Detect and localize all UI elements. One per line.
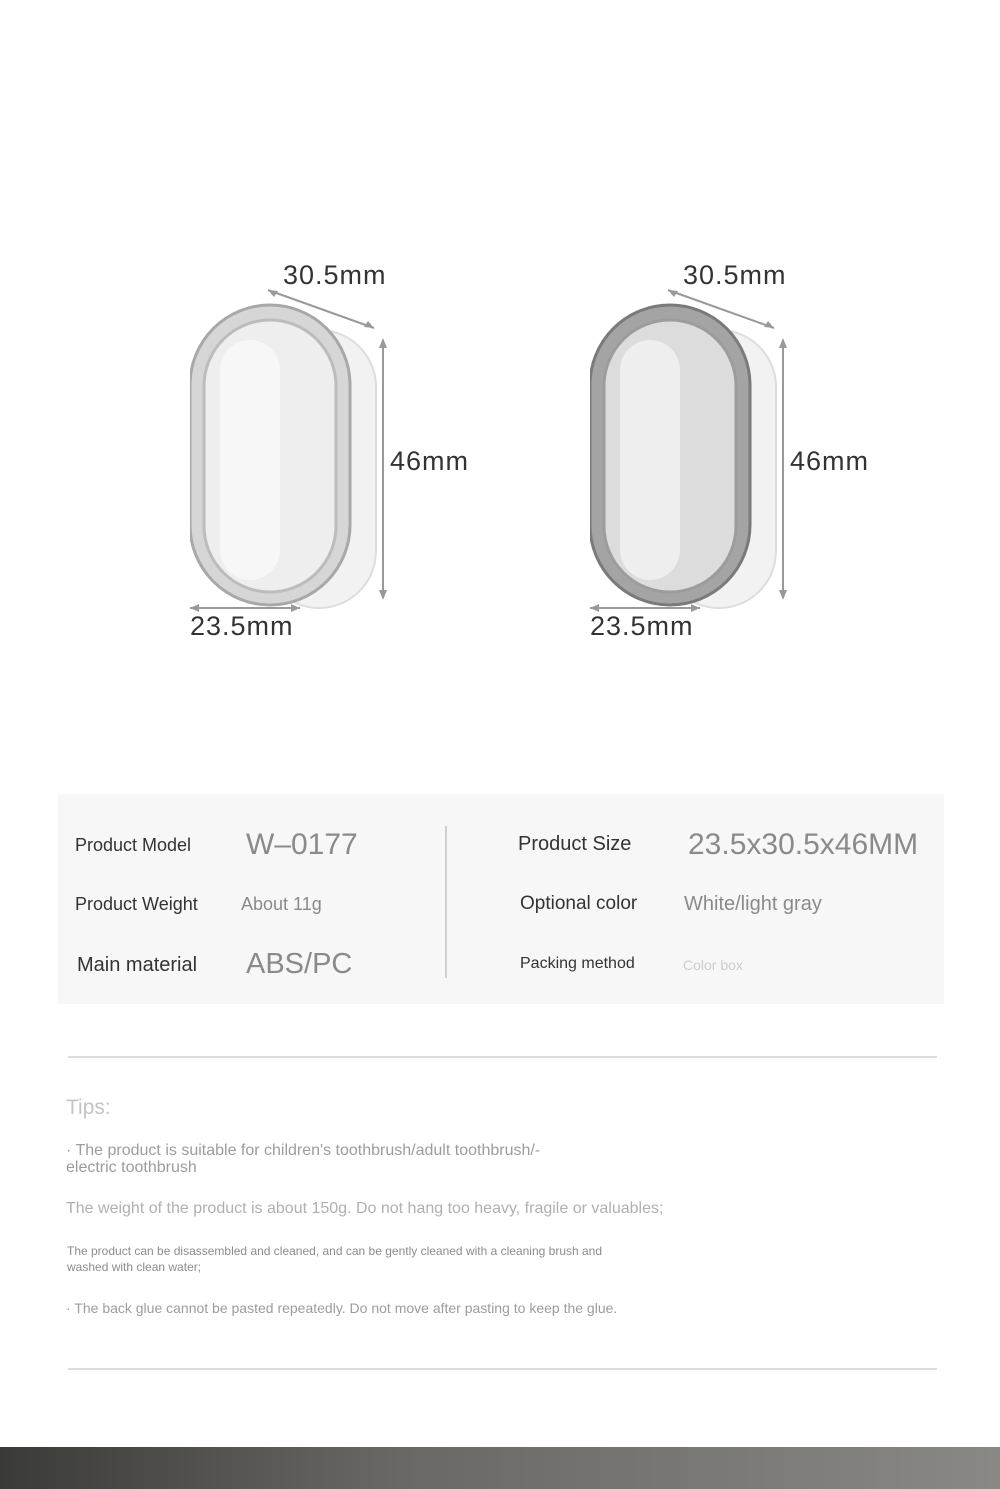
product-model-label: Product Model bbox=[75, 835, 192, 855]
packing-method-label: Packing method bbox=[520, 955, 635, 972]
main-material-value: ABS/PC bbox=[246, 948, 353, 980]
height-dimension-label: 46mm bbox=[790, 446, 870, 476]
optional-color-label: Optional color bbox=[520, 893, 638, 914]
optional-color-value: White/light gray bbox=[684, 893, 822, 915]
product-weight-value: About 11g bbox=[241, 894, 322, 914]
main-material-label: Main material bbox=[77, 954, 198, 976]
depth-dimension-label: 23.5mm bbox=[190, 611, 294, 641]
tip-item: The product can be disassembled and cleaned, and can be gently cleaned with a cleaning brush and washed with clean water; bbox=[67, 1244, 603, 1274]
height-dimension-label: 46mm bbox=[390, 446, 470, 476]
divider-top bbox=[68, 1056, 937, 1058]
packing-method-value: Color box bbox=[683, 957, 743, 973]
product-figure-2 bbox=[590, 250, 910, 650]
tip-item: The weight of the product is about 150g. Do not hang too heavy, fragile or valuables; bbox=[66, 1200, 664, 1217]
product-model-value: W–0177 bbox=[246, 828, 358, 861]
product-weight-label: Product Weight bbox=[75, 894, 198, 914]
product-size-label: Product Size bbox=[518, 833, 632, 855]
tip-item: · The back glue cannot be pasted repeatedly. Do not move after pasting to keep the glue. bbox=[66, 1300, 618, 1316]
tip-item: · The product is suitable for children's toothbrush/adult toothbrush/- electric toothbrush bbox=[66, 1142, 541, 1176]
tips-title: Tips: bbox=[66, 1096, 111, 1119]
product-figure-1 bbox=[190, 250, 510, 650]
width-dimension-label: 30.5mm bbox=[683, 260, 787, 290]
width-dimension-label: 30.5mm bbox=[283, 260, 387, 290]
specs-panel bbox=[58, 794, 944, 1004]
specs-divider bbox=[445, 826, 447, 978]
divider-bottom bbox=[68, 1368, 937, 1370]
depth-dimension-label: 23.5mm bbox=[590, 611, 694, 641]
product-size-value: 23.5x30.5x46MM bbox=[688, 828, 919, 861]
bottom-banner-strip bbox=[0, 1447, 1000, 1489]
